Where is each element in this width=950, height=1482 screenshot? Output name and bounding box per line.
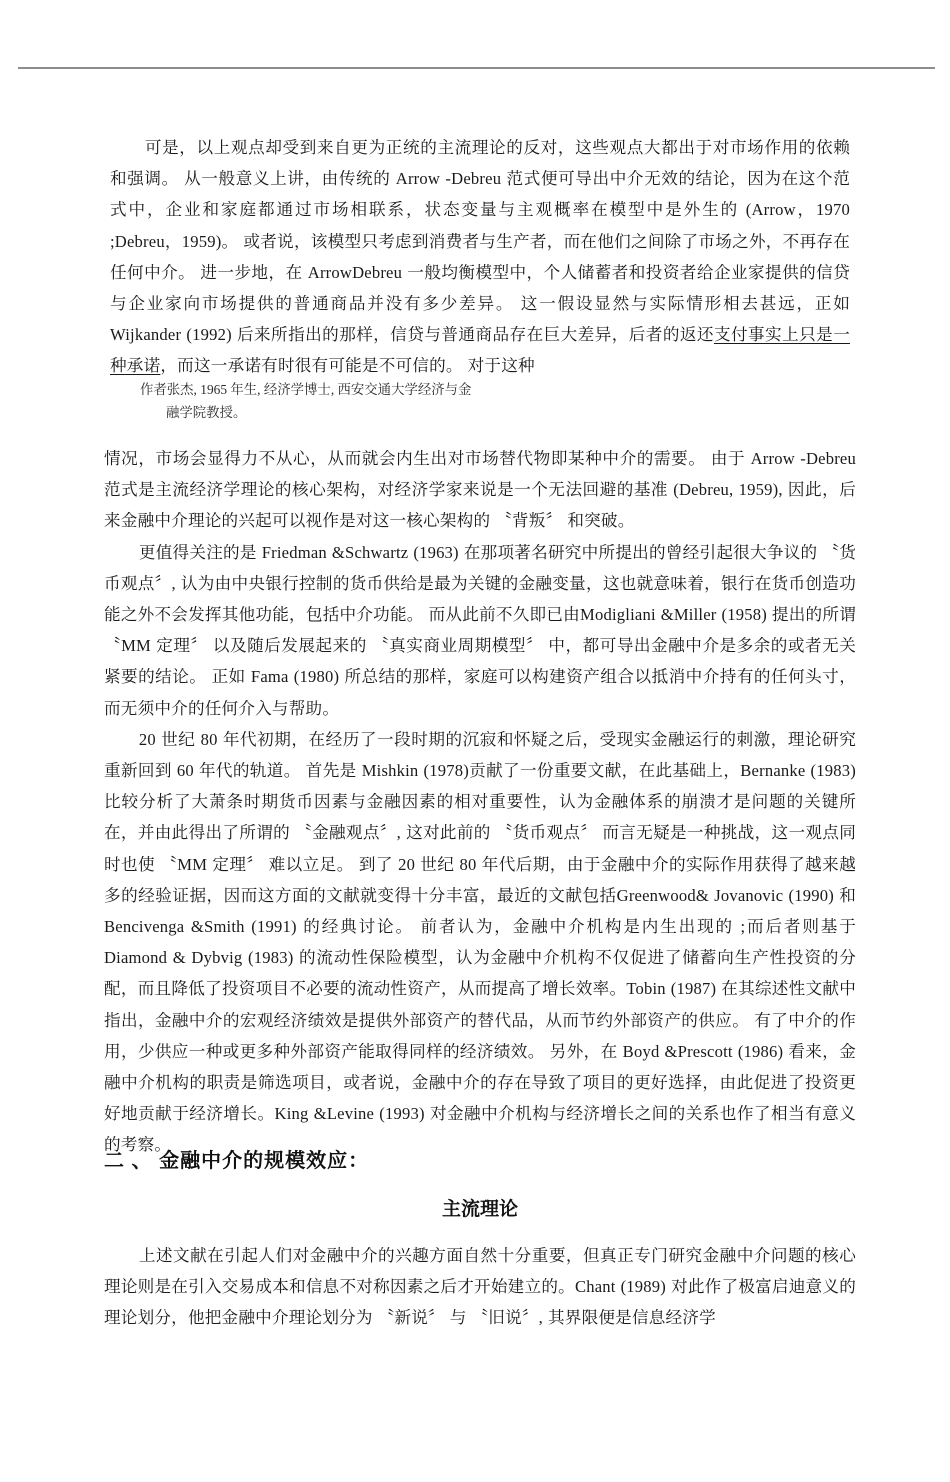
paragraph-1-segment-before-underline: 可是，以上观点却受到来自更为正统的主流理论的反对，这些观点大都出于对市场作用的依赖和强调。 从一般意义上讲，由传统的 Arrow -Debreu 范式便可导出中介无效的结论，因为在这个范式中，企业和家庭都通过市场相联系，状态变量与主观概率在模型中是外生的 (Arrow，1970 ;Debreu，1959)。 或者说，该模型只考虑到消费者与生产者，而在他们之间除了市场之外，不再存在任何中介。 进一步地，在 ArrowDebreu 一般均衡模型中，个人储蓄者和投资者给企业家提供的信贷与企业家向市场提供的普通商品并没有多少差异。 这一假设显然与实际情形相去甚远，正如 Wijkander (1992) 后来所指出的那样，信贷与普通商品存在巨大差异，后者的返还 (110, 138, 850, 345)
footnote-line-1: 作者张杰, 1965 年生, 经济学博士, 西安交通大学经济与金 (140, 382, 472, 397)
paragraph-4: 20 世纪 80 年代初期，在经历了一段时期的沉寂和怀疑之后，受现实金融运行的刺激，理论研究重新回到 60 年代的轨道。 首先是 Mishkin (1978)贡献了一份重要文献，在此基础上，Bernanke (1983) 比较分析了大萧条时期货币因素与金融因素的相对重要性，认为金融体系的崩溃才是问题的关键所在，并由此得出了所谓的 〝金融观点〞, 这对此前的 〝货币观点〞 而言无疑是一种挑战，这一观点同时也使 〝MM 定理〞 难以立足。 到了 20 世纪 80 年代后期，由于金融中介的实际作用获得了越来越多的经验证据，因而这方面的文献就变得十分丰富，最近的文献包括Greenwood& Jovanovic (1990) 和 Bencivenga &Smith (1991) 的经典讨论。 前者认为，金融中介机构是内生出现的 ;而后者则基于 Diamond & Dybvig (1983) 的流动性保险模型，认为金融中介机构不仅促进了储蓄向生产性投资的分配，而且降低了投资项目不必要的流动性资产，从而提高了增长效率。Tobin (1987) 在其综述性文献中指出，金融中介的宏观经济绩效是提供外部资产的替代品，从而节约外部资产的供应。 有了中介的作用，少供应一种或更多种外部资产能取得同样的经济绩效。 另外，在 Boyd &Prescott (1986) 看来，金融中介机构的职责是筛选项目，或者说，金融中介的存在导致了项目的更好选择，由此促进了投资更好地贡献于经济增长。King &Levine (1993) 对金融中介机构与经济增长之间的关系也作了相当有意义的考察。 (104, 729, 856, 1155)
section-heading: 二 、 金融中介的规模效应： (104, 1150, 370, 1172)
paragraph-1-underlined-segment: 支付事实上只是一种承诺 (110, 325, 850, 376)
tail-text-block (104, 1240, 856, 1334)
paragraph-1 (110, 132, 850, 382)
paragraph-1-segment-after-underline: ，而这一承诺有时很有可能是不可信的。 对于这种 (160, 356, 535, 376)
author-footnote (140, 378, 610, 424)
centered-subheading: 主流理论 (441, 1199, 518, 1220)
paragraph-5: 上述文献在引起人们对金融中介的兴趣方面自然十分重要，但真正专门研究金融中介问题的核心理论则是在引入交易成本和信息不对称因素之后才开始建立的。Chant (1989) 对此作了极富启迪意义的理论划分，他把金融中介理论划分为 〝新说〞 与 〝旧说〞, 其界限便是信息经济学 (104, 1246, 856, 1328)
footnote-line-2: 融学院教授。 (166, 405, 247, 420)
upper-text-block (110, 132, 850, 382)
header-divider (18, 67, 935, 69)
paragraph-3: 更值得关注的是 Friedman &Schwartz (1963) 在那项著名研究中所提出的曾经引起很大争议的 〝货币观点〞, 认为由中央银行控制的货币供给是最为关键的金融变量，这也就意味着，银行在货币创造功能之外不会发挥其他功能，包括中介功能。 而从此前不久即已由Modigliani &Miller (1958) 提出的所谓 〝MM 定理〞 以及随后发展起来的 〝真实商业周期模型〞 中，都可导出金融中介是多余的或者无关紧要的结论。 正如 Fama (1980) 所总结的那样，家庭可以构建资产组合以抵消中介持有的任何头寸，而无须中介的任何介入与帮助。 (104, 542, 856, 718)
lower-text-block (104, 443, 856, 1161)
paragraph-2: 情况，市场会显得力不从心，从而就会内生出对市场替代物即某种中介的需要。 由于 Arrow -Debreu 范式是主流经济学理论的核心架构，对经济学家来说是一个无法回避的基准 (Debreu, 1959), 因此，后来金融中介理论的兴起可以视作是对这一核心架构的 〝背叛〞 和突破。 (104, 449, 856, 531)
